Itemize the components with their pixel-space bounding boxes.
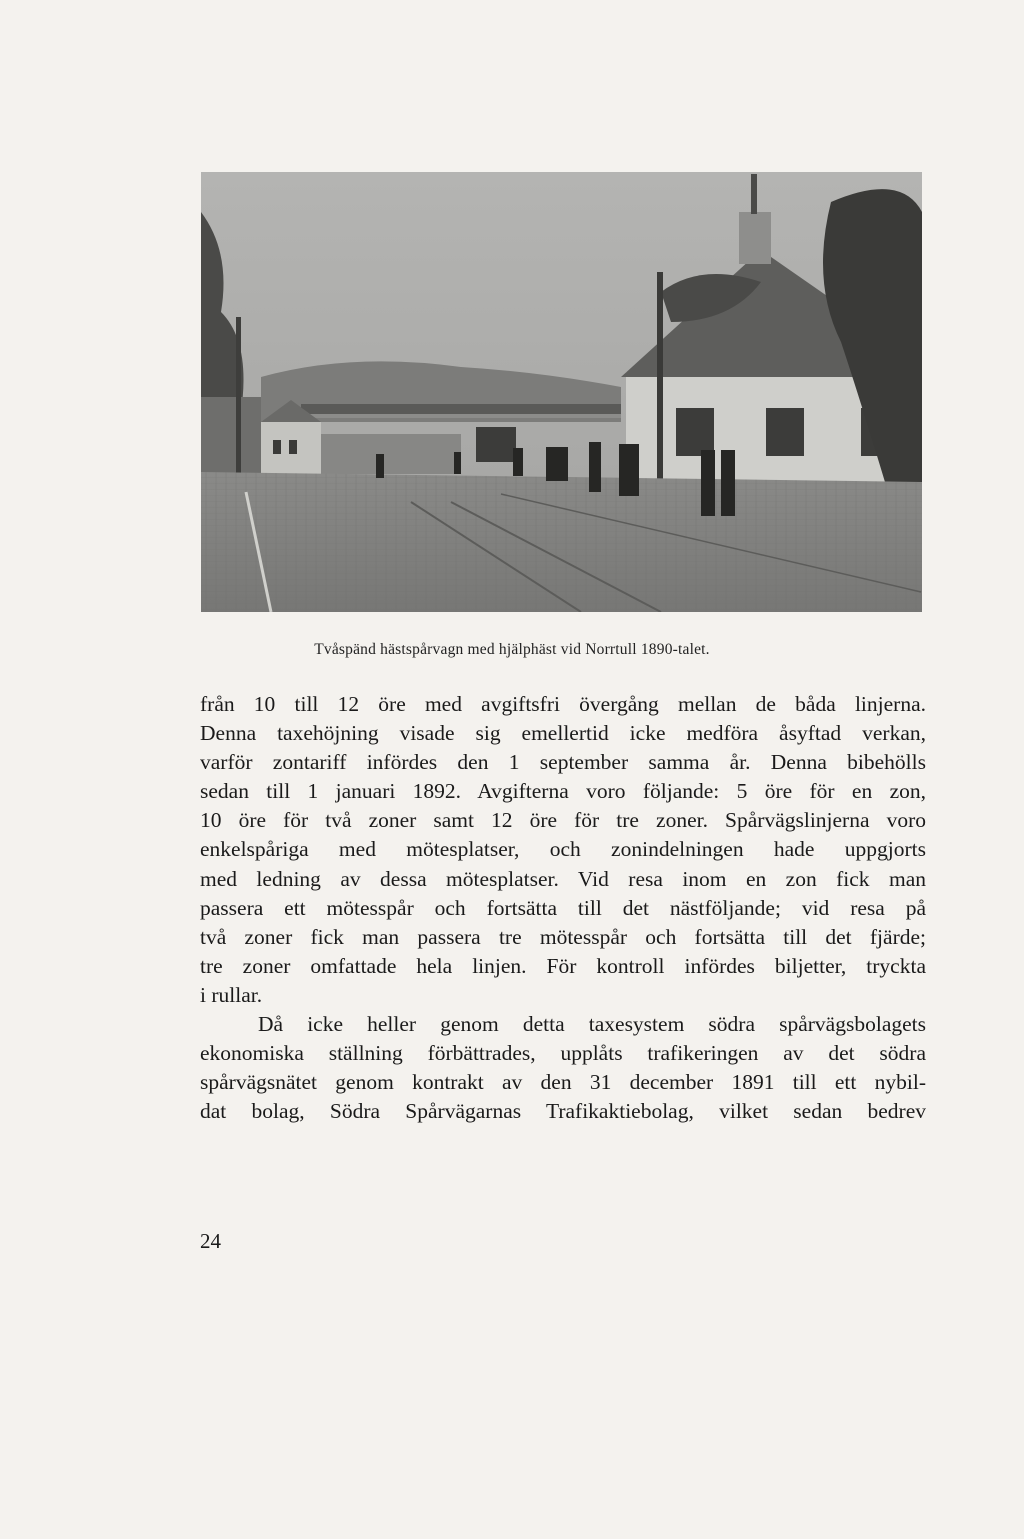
text-line: spårvägsnätet genom kontrakt av den 31 december 1891 till ett nybil- [200, 1070, 926, 1095]
text-line: ekonomiska ställning förbättrades, upplåts trafikeringen av det södra [200, 1041, 926, 1066]
text-line: Denna taxehöjning visade sig emellertid icke medföra åsyftad verkan, [200, 721, 926, 746]
text-line: varför zontariff infördes den 1 september samma år. Denna bibehölls [200, 750, 926, 775]
text-line: med ledning av dessa mötesplatser. Vid resa inom en zon fick man [200, 866, 926, 891]
text-line: 10 öre för två zoner samt 12 öre för tre zoner. Spårvägslinjerna voro [200, 808, 926, 833]
page-number: 24 [200, 1229, 221, 1253]
photograph [201, 172, 922, 612]
text-line: från 10 till 12 öre med avgiftsfri övergång mellan de båda linjerna. [200, 692, 926, 716]
text-line: sedan till 1 januari 1892. Avgifterna voro följande: 5 öre för en zon, [200, 779, 926, 804]
text-line: dat bolag, Södra Spårvägarnas Trafikaktiebolag, vilket sedan bedrev [200, 1099, 926, 1124]
text-line: passera ett mötesspår och fortsätta till det nästföljande; vid resa på [200, 895, 926, 920]
text-line: tre zoner omfattade hela linjen. För kontroll infördes biljetter, tryckta [200, 953, 926, 978]
text-line: två zoner fick man passera tre mötesspår och fortsätta till det fjärde; [200, 924, 926, 949]
street-scene-illustration [201, 172, 922, 612]
text-line: i rullar. [200, 982, 263, 1007]
text-line: enkelspåriga med mötesplatser, och zonindelningen hade uppgjorts [200, 837, 926, 862]
text-line: Då icke heller genom detta taxesystem södra spårvägsbolagets [258, 1012, 926, 1037]
photo-caption: Tvåspänd hästspårvagn med hjälphäst vid Norrtull 1890-talet. [314, 641, 710, 658]
body-text [200, 690, 926, 1126]
